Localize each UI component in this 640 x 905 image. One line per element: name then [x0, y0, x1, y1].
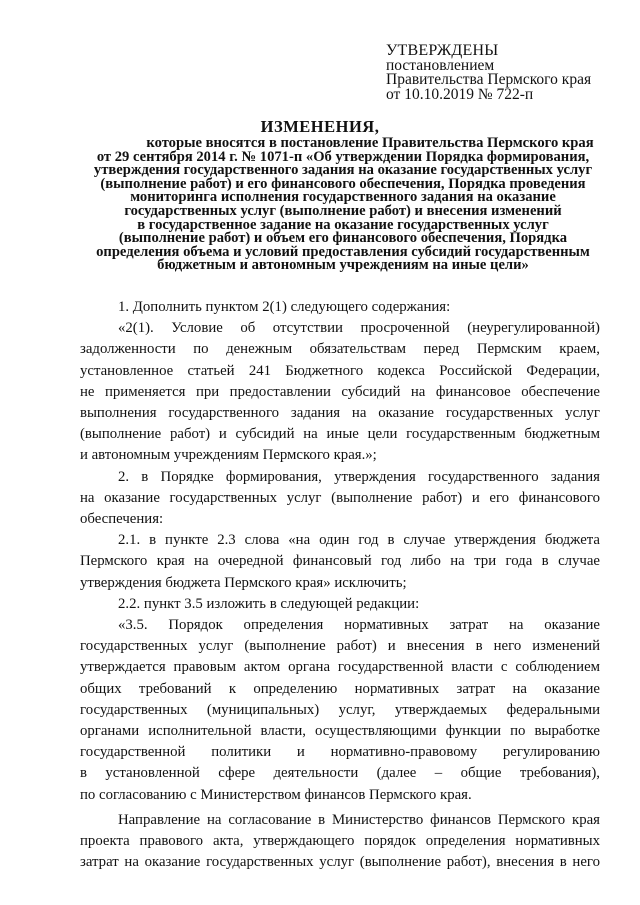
paragraph-line: общих требований к определению нормативных затрат на оказание	[80, 680, 600, 697]
paragraph-line: затрат на оказание государственных услуг (выполнение работ), внесения в него	[80, 854, 600, 871]
document-subtitle	[78, 137, 608, 273]
approval-heading: УТВЕРЖДЕНЫ	[386, 42, 499, 59]
subtitle-line: от 29 сентября 2014 г. № 1071-п «Об утверждении Порядка формирования,	[96, 148, 590, 165]
approval-line: от 10.10.2019 № 722-п	[386, 85, 534, 103]
subtitle-line: (выполнение работ) и объем его финансового обеспечения, Порядка	[118, 230, 568, 247]
paragraph-line: утверждения бюджета Пермского края» исключить;	[80, 574, 407, 591]
subtitle-line: бюджетным и автономным учреждениям на иные цели»	[157, 257, 529, 274]
paragraph-line: не применяется при предоставлении субсидий на финансовое обеспечение	[80, 383, 600, 400]
paragraph-line: Направление на согласование в Министерство финансов Пермского края	[118, 811, 600, 828]
approval-block	[386, 44, 626, 102]
paragraph-line: 1. Дополнить пунктом 2(1) следующего содержания:	[118, 299, 451, 315]
paragraph-line: государственных услуг (выполнение работ) и внесения в него изменений	[80, 638, 600, 655]
paragraph-line: и автономным учреждениям Пермского края.»;	[80, 447, 377, 464]
paragraph-line: утверждается правовым актом органа государственной власти с соблюдением	[80, 659, 600, 676]
paragraph-line: 2.2. пункт 3.5 изложить в следующей редакции:	[118, 595, 420, 612]
paragraph-line: выполнения государственного задания на оказание государственных услуг	[80, 405, 600, 422]
paragraph-line: (выполнение работ) и субсидий на иные цели государственным бюджетным	[80, 426, 600, 443]
subtitle-line: утверждения государственного задания на оказание государственных услуг	[93, 162, 593, 179]
paragraph-line: задолженности по денежным обязательствам перед Пермским краем,	[80, 341, 600, 358]
paragraph-line: обеспечения:	[80, 511, 164, 528]
approval-line: Правительства Пермского края	[386, 71, 592, 88]
paragraph-line: по согласованию с Министерством финансов Пермского края.	[80, 786, 472, 803]
document-title: ИЗМЕНЕНИЯ,	[260, 117, 380, 136]
subtitle-line: которые вносятся в постановление Правительства Пермского края	[146, 135, 594, 151]
approval-line: постановлением	[386, 56, 495, 74]
paragraph-line: в установленной сфере деятельности (далее – общие требования),	[80, 765, 600, 782]
paragraph-line: 2. в Порядке формирования, утверждения государственного задания	[118, 468, 600, 485]
paragraph-line: Пермского края на очередной финансовый год либо на три года в случае	[80, 553, 600, 570]
subtitle-line: (выполнение работ) и его финансового обеспечения, Порядка проведения	[100, 175, 586, 192]
subtitle-line: мониторинга исполнения государственного задания на оказание	[130, 189, 556, 206]
document-body	[80, 297, 600, 873]
paragraph-line: установленное статьей 241 Бюджетного кодекса Российской Федерации,	[80, 362, 600, 379]
paragraph-line: проекта правового акта, утверждающего порядок определения нормативных	[80, 833, 600, 850]
paragraph-line: «3.5. Порядок определения нормативных затрат на оказание	[118, 617, 600, 634]
subtitle-line: в государственное задание на оказание государственных услуг	[137, 216, 549, 233]
paragraph-line: государственной политики и нормативно-правовому регулированию	[80, 744, 600, 761]
paragraph-line: органами исполнительной власти, осуществляющими функции по выработке	[80, 723, 600, 740]
paragraph-line: государственных (муниципальных) услуг, утверждаемых федеральными	[80, 701, 600, 718]
paragraph-line: на оказание государственных услуг (выполнение работ) и его финансового	[80, 489, 600, 506]
paragraph-line: 2.1. в пункте 2.3 слова «на один год в случае утверждения бюджета	[118, 532, 600, 549]
paragraph-line: «2(1). Условие об отсутствии просроченной (неурегулированной)	[118, 320, 600, 337]
subtitle-line: государственных услуг (выполнение работ) и внесения изменений	[124, 202, 562, 219]
subtitle-line: определения объема и условий предоставления субсидий государственным	[96, 243, 590, 260]
